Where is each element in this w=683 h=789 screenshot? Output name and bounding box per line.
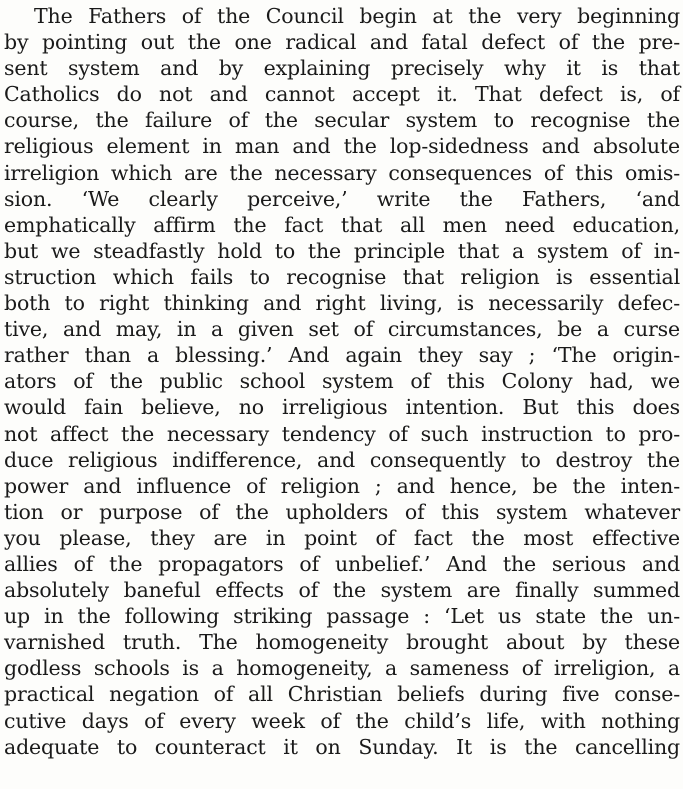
text-line: emphatically affirm the fact that all men need education,	[4, 212, 680, 237]
text-line: allies of the propagators of unbelief.’ And the serious and	[4, 551, 680, 576]
text-line: would fain believe, no irreligious intention. But this does	[4, 395, 680, 420]
text-line: cutive days of every week of the child’s life, with nothing	[4, 708, 680, 733]
text-line: tive, and may, in a given set of circumstances, be a curse	[4, 317, 681, 342]
text-line: godless schools is a homogeneity, a sameness of irreligion, a	[4, 656, 680, 681]
text-line: power and influence of religion ; and hence, be the inten-	[4, 473, 681, 498]
text-line: irreligion which are the necessary consequences of this omis-	[4, 160, 680, 185]
text-line: sion. ‘We clearly perceive,’ write the Fathers, ‘and	[4, 186, 680, 211]
text-line: rather than a blessing.’ And again they say ; ‘The origin-	[4, 343, 680, 368]
text-line: duce religious indifference, and consequently to destroy the	[4, 447, 680, 472]
paragraph	[4, 3, 680, 760]
text-line: The Fathers of the Council begin at the very beginning	[34, 4, 680, 28]
text-line: sent system and by explaining precisely why it is that	[4, 56, 680, 81]
text-line: but we steadfastly hold to the principle that a system of in-	[4, 238, 680, 263]
text-line: varnished truth. The homogeneity brought about by these	[4, 630, 680, 655]
text-line: course, the failure of the secular system to recognise the	[4, 108, 681, 133]
text-line: absolutely baneful effects of the system are finally summed	[4, 578, 680, 603]
text-line: Catholics do not and cannot accept it. That defect is, of	[4, 82, 680, 107]
text-line: ators of the public school system of this Colony had, we	[4, 369, 681, 394]
text-line: you please, they are in point of fact the most effective	[4, 525, 681, 550]
text-line: religious element in man and the lop-sidedness and absolute	[4, 134, 680, 159]
text-line: adequate to counteract it on Sunday. It is the cancelling	[4, 734, 681, 759]
text-line: up in the following striking passage : ‘Let us state the un-	[4, 604, 680, 629]
text-line: both to right thinking and right living, is necessarily defec-	[4, 291, 680, 316]
text-line: practical negation of all Christian beliefs during five conse-	[4, 682, 680, 707]
text-line: tion or purpose of the upholders of this system whatever	[4, 499, 680, 524]
text-line: struction which fails to recognise that religion is essential	[4, 264, 680, 289]
text-line: by pointing out the one radical and fatal defect of the pre-	[4, 30, 681, 55]
text-line: not affect the necessary tendency of such instruction to pro-	[4, 421, 681, 446]
